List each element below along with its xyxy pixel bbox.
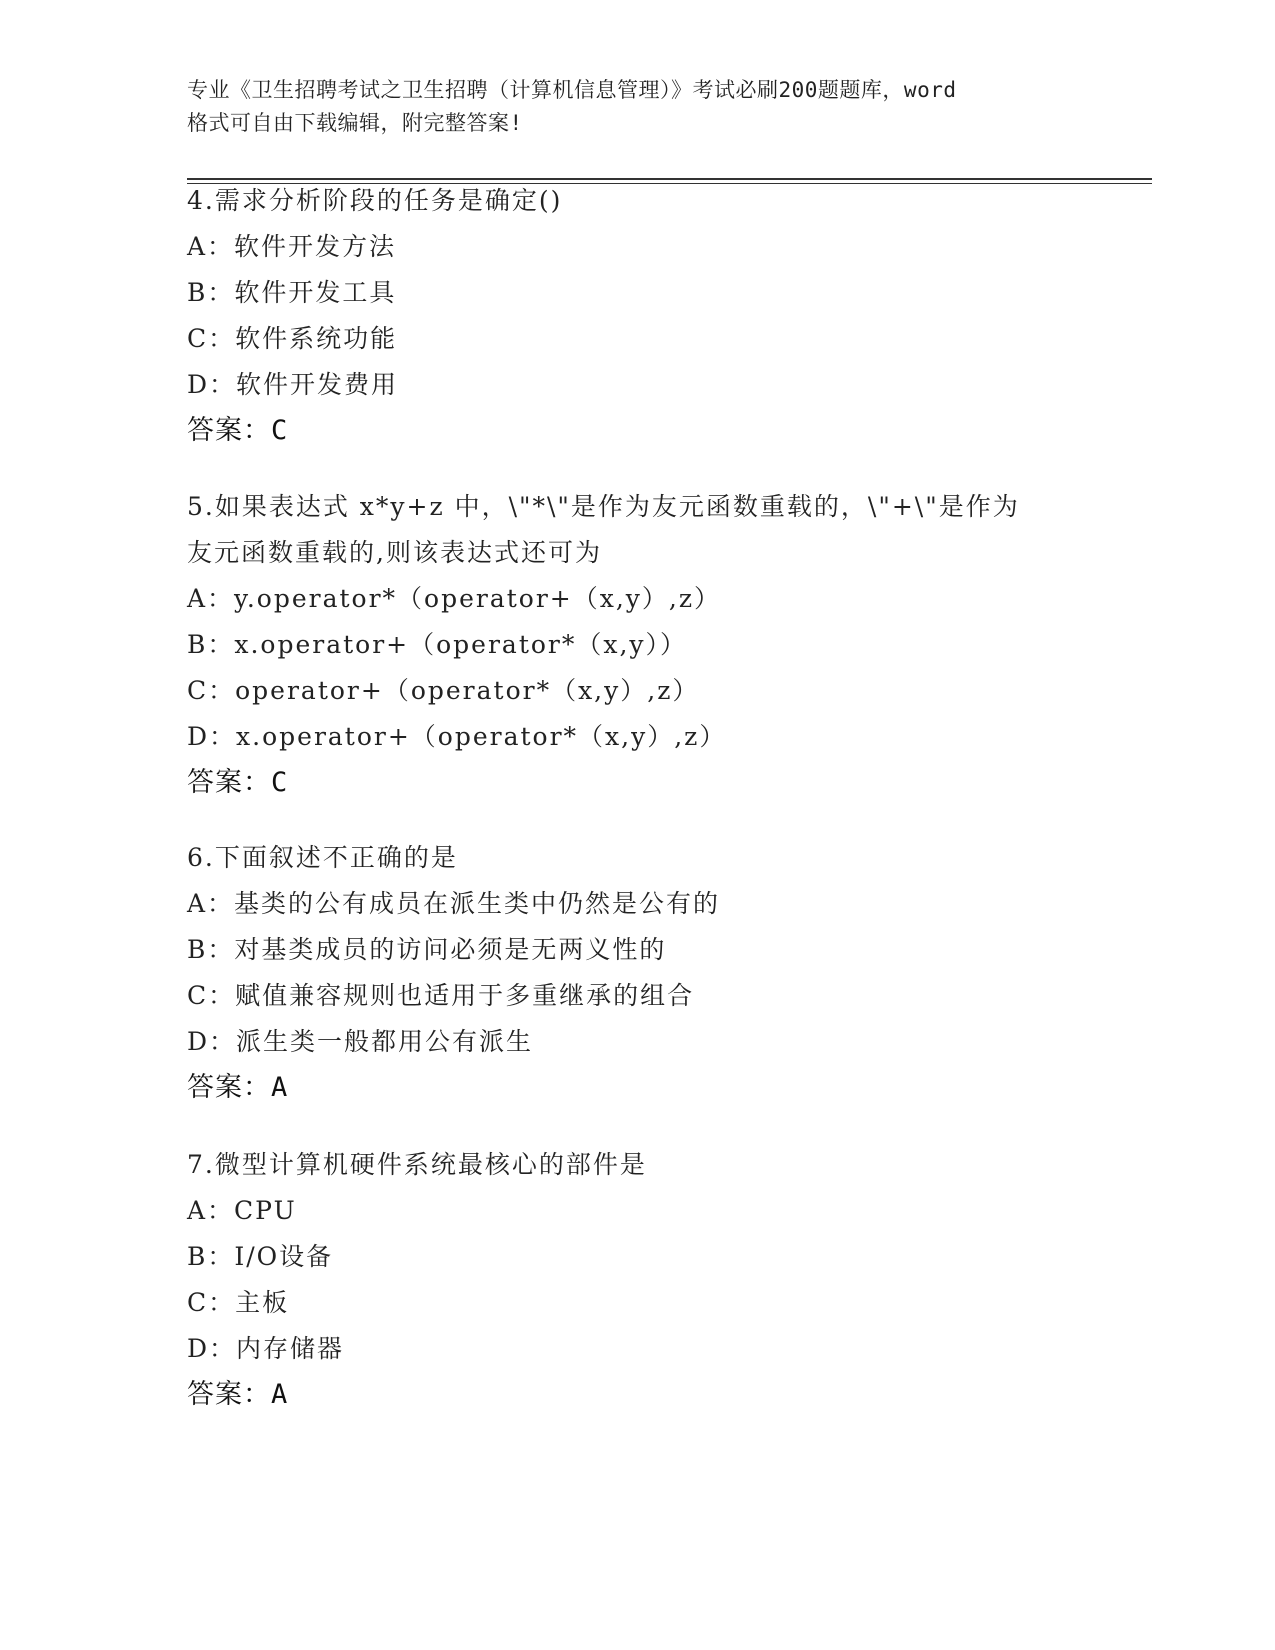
option-d: D：派生类一般都用公有派生 [187, 1027, 534, 1056]
question-7 [187, 1142, 1087, 1418]
question-stem: 4.需求分析阶段的任务是确定() [187, 186, 563, 215]
option-c: C：赋值兼容规则也适用于多重继承的组合 [187, 981, 695, 1010]
option-a: A：基类的公有成员在派生类中仍然是公有的 [187, 889, 721, 918]
answer-line: 答案：C [187, 767, 289, 798]
option-b: B：对基类成员的访问必须是无两义性的 [187, 935, 667, 964]
option-a: A：CPU [187, 1196, 297, 1225]
option-b: B：x.operator+（operator*（x,y）） [187, 630, 688, 659]
option-d: D：内存储器 [187, 1334, 345, 1363]
option-b: B：I/O设备 [187, 1242, 334, 1271]
option-c: C：软件系统功能 [187, 324, 398, 353]
header-line-2: 格式可自由下载编辑，附完整答案! [187, 111, 523, 135]
question-stem: 6.下面叙述不正确的是 [187, 843, 458, 872]
option-a: A：y.operator*（operator+（x,y）,z） [187, 584, 722, 613]
option-c: C：operator+（operator*（x,y）,z） [187, 676, 700, 705]
question-6 [187, 835, 1087, 1111]
option-c: C：主板 [187, 1288, 290, 1317]
question-stem: 7.微型计算机硬件系统最核心的部件是 [187, 1150, 647, 1179]
question-stem-line-2: 友元函数重载的,则该表达式还可为 [187, 538, 602, 567]
option-d: D：软件开发费用 [187, 370, 399, 399]
answer-line: 答案：A [187, 1072, 289, 1103]
question-4 [187, 178, 1087, 454]
option-b: B：软件开发工具 [187, 278, 397, 307]
option-a: A：软件开发方法 [187, 232, 397, 261]
question-stem-line-1: 5.如果表达式 x*y+z 中，\"*\"是作为友元函数重载的，\"+\"是作为 [187, 492, 1020, 521]
answer-line: 答案：C [187, 415, 289, 446]
header-line-1: 专业《卫生招聘考试之卫生招聘（计算机信息管理）》考试必刷200题题库，word [187, 78, 957, 102]
question-5 [187, 484, 1087, 806]
document-header [187, 74, 1087, 140]
option-d: D：x.operator+（operator*（x,y）,z） [187, 722, 727, 751]
answer-line: 答案：A [187, 1379, 289, 1410]
